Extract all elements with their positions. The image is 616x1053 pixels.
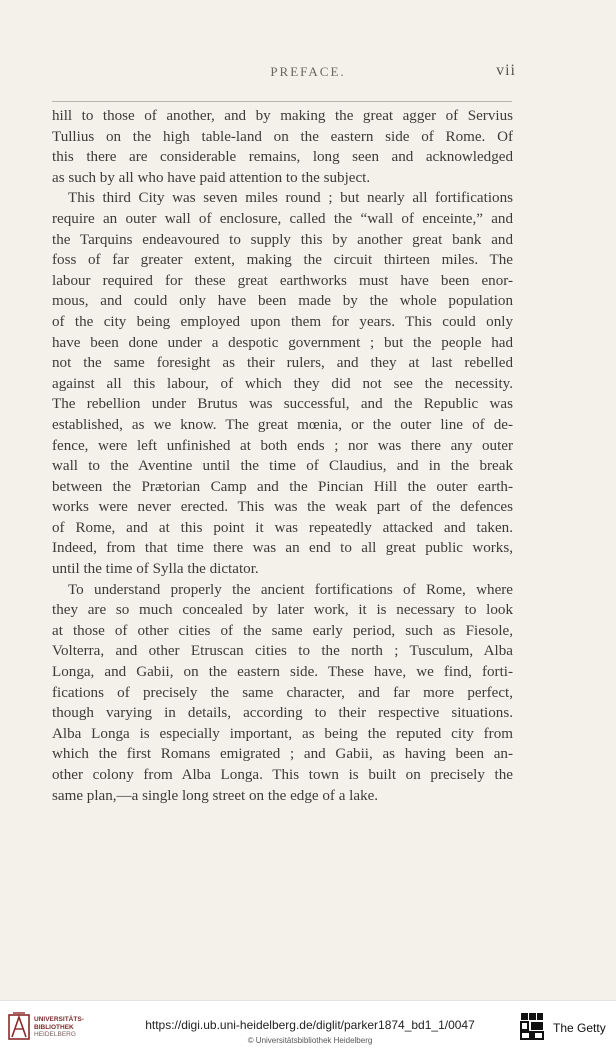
text-line: foss of far greater extent, making the circuit thirteen miles. The xyxy=(52,252,513,269)
text-line: Alba Longa is especially important, as being the reputed city from xyxy=(52,725,513,742)
text-line: the Tarquins endeavoured to supply this by another great bank and xyxy=(52,231,513,248)
text-line: established, as we know. The great mœnia, or the outer line of de- xyxy=(52,416,513,433)
text-line: wall to the Aventine until the time of Claudius, and in the break xyxy=(52,458,513,475)
text-line: Volterra, and other Etruscan cities to the north ; Tusculum, Alba xyxy=(52,643,513,660)
text-line: labour required for these great earthworks must have been enor- xyxy=(52,272,513,289)
text-line: The rebellion under Brutus was successful, and the Republic was xyxy=(52,396,513,413)
library-name-line1: UNIVERSITÄTS- xyxy=(34,1016,84,1023)
text-line: at those of other cities of the same early period, such as Fiesole, xyxy=(52,622,513,639)
text-line: they are so much concealed by later work, it is necessary to look xyxy=(52,602,513,619)
text-line: as such by all who have paid attention to the subject. xyxy=(52,169,371,186)
text-line: which the first Romans emigrated ; and Gabii, as having been an- xyxy=(52,746,513,763)
university-library-name[interactable] xyxy=(34,1016,84,1039)
viewer-footer xyxy=(0,1000,616,1053)
text-line: Tullius on the high table-land on the eastern side of Rome. Of xyxy=(52,128,513,145)
text-line: This third City was seven miles round ; but nearly all fortifications xyxy=(68,190,513,207)
text-line: To understand properly the ancient fortifications of Rome, where xyxy=(68,581,513,598)
page-number: vii xyxy=(496,62,516,79)
text-line: between the Prætorian Camp and the Pincian Hill the outer earth- xyxy=(52,478,513,495)
library-name-line3: HEIDELBERG xyxy=(34,1031,76,1038)
text-line: against all this labour, of which they did not see the necessity. xyxy=(52,375,513,392)
running-title: PREFACE. xyxy=(270,64,346,79)
getty-name[interactable]: The Getty xyxy=(553,1021,606,1035)
text-line: this there are considerable remains, long seen and acknowledged xyxy=(52,149,513,166)
text-line: Indeed, from that time there was an end to all great public works, xyxy=(52,540,513,557)
text-line: fications of precisely the same character, and far more perfect, xyxy=(52,684,513,701)
text-line: though varying in details, according to their respective situations. xyxy=(52,705,513,722)
text-line: have been done under a despotic government ; but the people had xyxy=(52,334,513,351)
library-name-line2: BIBLIOTHEK xyxy=(34,1023,74,1031)
text-line: fence, were left unfinished at both ends ; nor was there any outer xyxy=(52,437,513,454)
text-line: require an outer wall of enclosure, called the “wall of enceinte,” and xyxy=(52,210,513,227)
permalink-url[interactable]: https://digi.ub.uni-heidelberg.de/diglit/parker1874_bd1_1/0047 xyxy=(145,1018,475,1032)
getty-logo-icon[interactable] xyxy=(519,1011,545,1041)
header-rule xyxy=(52,101,512,102)
text-line: same plan,—a single long street on the edge of a lake. xyxy=(52,787,379,804)
text-line: hill to those of another, and by making the great agger of Servius xyxy=(52,108,513,124)
copyright-notice: © Universitätsbibliothek Heidelberg xyxy=(247,1036,373,1045)
text-line: other colony from Alba Longa. This town is built on precisely the xyxy=(52,767,513,783)
text-line: not the same foresight as their rulers, and they at last rebelled xyxy=(52,355,513,372)
text-line: Longa, and Gabii, on the eastern side. These have, we find, forti- xyxy=(52,664,513,681)
text-line: works were never erected. This was the weak part of the defences xyxy=(52,499,513,516)
text-line: of the city being employed upon them for years. This could only xyxy=(52,313,513,330)
body-text xyxy=(52,106,513,806)
university-library-logo-icon[interactable] xyxy=(8,1011,30,1041)
text-line: of Rome, and at this point it was repeatedly attacked and taken. xyxy=(52,519,513,536)
page-header xyxy=(0,64,616,86)
text-line: mous, and could only have been made by the whole population xyxy=(52,293,513,310)
text-line: until the time of Sylla the dictator. xyxy=(52,561,259,578)
